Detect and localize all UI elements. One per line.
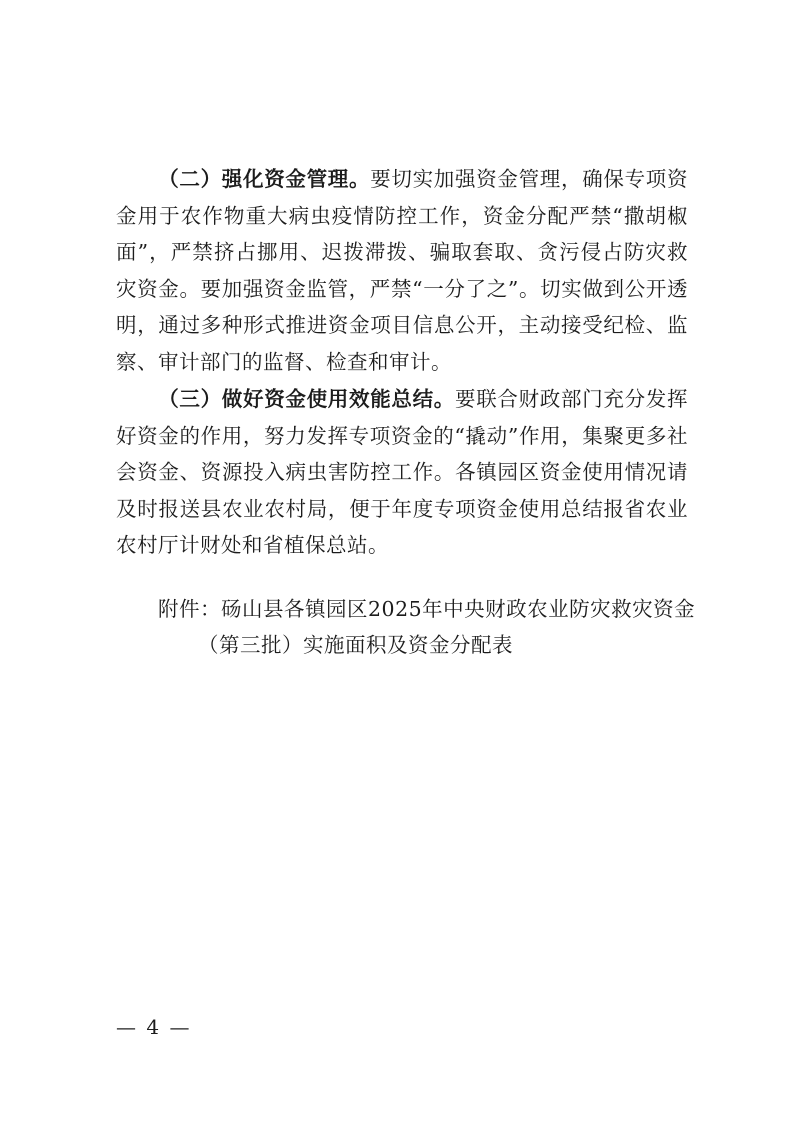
- section-3-paragraph: [116, 381, 688, 564]
- attachment-title-line-2: （第三批）实施面积及资金分配表: [198, 633, 513, 657]
- attachment-title-line-1: 附件：砀山县各镇园区2025年中央财政农业防灾救灾资金: [158, 597, 696, 621]
- section-3-body: 要联合财政部门充分发挥好资金的作用，努力发挥专项资金的“撬动”作用，集聚更多社会资金、资源投入病虫害防控工作。各镇园区资金使用情况请及时报送县农业农村局，便于年度专项资金使用总结报省农业农村厅计财处和省植保总站。: [116, 387, 688, 557]
- section-2-heading: （二）强化资金管理。: [158, 167, 371, 191]
- section-2-paragraph: [116, 161, 688, 380]
- section-2-body: 要切实加强资金管理，确保专项资金用于农作物重大病虫疫情防控工作，资金分配严禁“撒胡椒面”，严禁挤占挪用、迟拨滞拨、骗取套取、贪污侵占防灾救灾资金。要加强资金监管，严禁“一分了之”。切实做到公开透明，通过多种形式推进资金项目信息公开，主动接受纪检、监察、审计部门的监督、检查和审计。: [116, 167, 689, 374]
- section-3-heading: （三）做好资金使用效能总结。: [158, 387, 455, 411]
- page-number: — 4 —: [116, 1015, 192, 1039]
